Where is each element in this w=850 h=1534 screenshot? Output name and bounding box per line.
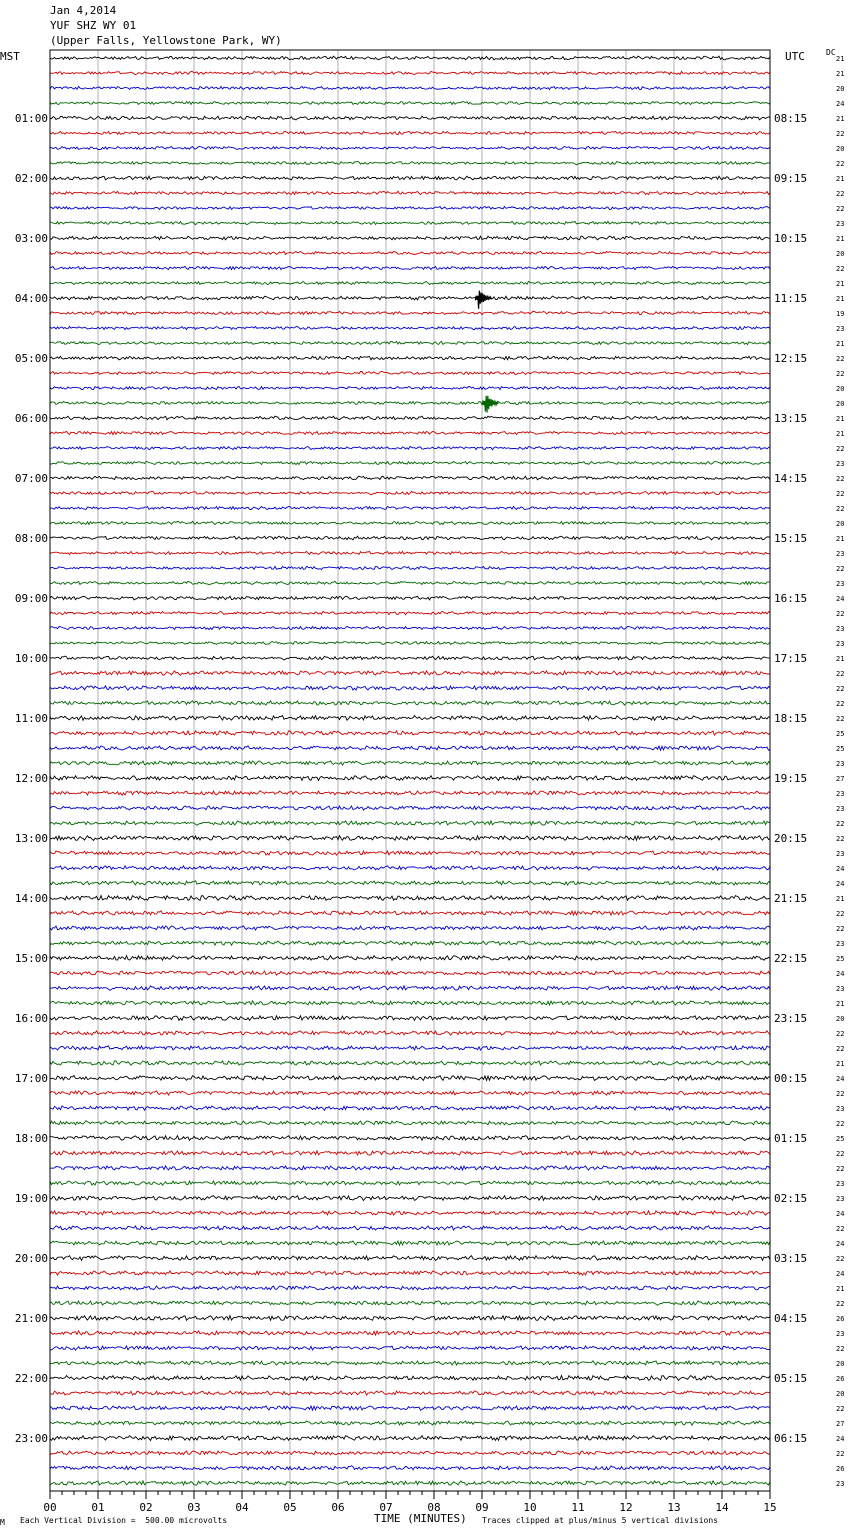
seismic-trace (50, 356, 770, 360)
left-timezone-label: MST (0, 50, 20, 63)
left-hour-label: 07:00 (14, 472, 48, 485)
dc-offset-label: 21 (836, 1000, 845, 1008)
x-tick-label: 13 (667, 1501, 681, 1514)
dc-offset-label: 23 (836, 1330, 845, 1338)
dc-offset-label: 24 (836, 865, 845, 873)
seismic-trace (50, 116, 770, 120)
seismic-trace (50, 1166, 770, 1170)
seismic-trace (50, 266, 770, 269)
event-burst (475, 291, 491, 309)
dc-offset-label: 20 (836, 1015, 845, 1023)
dc-offset-label: 22 (836, 1150, 845, 1158)
seismic-trace (50, 1031, 770, 1035)
seismic-trace (50, 521, 770, 524)
right-timezone-label: UTC (785, 50, 805, 63)
left-hour-label: 18:00 (14, 1132, 48, 1145)
seismic-trace (50, 551, 770, 554)
x-tick-label: 14 (715, 1501, 729, 1514)
dc-offset-label: 24 (836, 1240, 845, 1248)
right-hour-label: 18:15 (774, 712, 808, 725)
right-hour-label: 02:15 (774, 1192, 808, 1205)
dc-offset-label: 24 (836, 970, 845, 978)
seismic-trace (50, 671, 770, 675)
right-hour-label: 16:15 (774, 592, 808, 605)
seismic-trace (50, 1256, 770, 1261)
seismic-trace (50, 611, 770, 614)
dc-offset-label: 23 (836, 985, 845, 993)
date-label: Jan 4,2014 (50, 4, 117, 17)
dc-offset-label: 21 (836, 535, 845, 543)
dc-offset-label: 25 (836, 730, 845, 738)
dc-offset-label: 21 (836, 235, 845, 243)
seismic-trace (50, 686, 770, 690)
dc-offset-label: 23 (836, 220, 845, 228)
left-hour-label: 09:00 (14, 592, 48, 605)
dc-offset-label: 22 (836, 925, 845, 933)
dc-offset-label: 25 (836, 745, 845, 753)
dc-offset-label: 24 (836, 880, 845, 888)
dc-offset-label: 22 (836, 1165, 845, 1173)
seismic-trace (50, 746, 770, 750)
seismic-trace (50, 566, 770, 569)
right-hour-label: 01:15 (774, 1132, 808, 1145)
seismic-trace (50, 1241, 770, 1245)
right-hour-label: 03:15 (774, 1252, 808, 1265)
right-hour-label: 11:15 (774, 292, 808, 305)
dc-offset-label: 26 (836, 1465, 845, 1473)
dc-offset-label: 23 (836, 325, 845, 333)
left-hour-label: 11:00 (14, 712, 48, 725)
seismic-trace (50, 326, 770, 329)
seismic-trace (50, 461, 770, 464)
dc-offset-label: 20 (836, 1390, 845, 1398)
left-hour-label: 19:00 (14, 1192, 48, 1205)
seismic-trace (50, 1226, 770, 1230)
seismic-trace (50, 506, 770, 509)
dc-offset-label: 22 (836, 205, 845, 213)
right-hour-label: 12:15 (774, 352, 808, 365)
seismic-trace (50, 1346, 770, 1350)
right-hour-label: 08:15 (774, 112, 808, 125)
dc-offset-label: 21 (836, 415, 845, 423)
dc-offset-label: 22 (836, 265, 845, 273)
seismic-trace (50, 716, 770, 721)
dc-offset-label: 25 (836, 1135, 845, 1143)
x-tick-label: 01 (91, 1501, 105, 1514)
dc-offset-label: 25 (836, 955, 845, 963)
seismic-trace (50, 836, 770, 841)
seismic-trace (50, 1286, 770, 1290)
seismic-trace (50, 971, 770, 975)
dc-offset-label: 23 (836, 1195, 845, 1203)
seismic-trace (50, 476, 770, 480)
dc-offset-label: 22 (836, 490, 845, 498)
seismic-trace (50, 1436, 770, 1441)
right-hour-label: 20:15 (774, 832, 808, 845)
seismic-trace (50, 941, 770, 945)
seismic-trace (50, 911, 770, 915)
seismic-trace (50, 431, 770, 434)
dc-offset-label: 22 (836, 715, 845, 723)
seismic-trace (50, 371, 770, 374)
left-hour-label: 16:00 (14, 1012, 48, 1025)
dc-offset-label: 20 (836, 145, 845, 153)
seismic-trace (50, 701, 770, 705)
seismic-trace (50, 1481, 770, 1485)
seismic-trace (50, 1046, 770, 1050)
seismic-trace (50, 1361, 770, 1365)
dc-offset-label: 22 (836, 1255, 845, 1263)
dc-offset-label: 24 (836, 1270, 845, 1278)
seismic-trace (50, 491, 770, 494)
dc-offset-label: 20 (836, 385, 845, 393)
seismic-trace (50, 71, 770, 74)
x-tick-label: 12 (619, 1501, 633, 1514)
seismic-trace (50, 986, 770, 990)
location-label: (Upper Falls, Yellowstone Park, WY) (50, 34, 282, 47)
seismic-trace (50, 581, 770, 584)
dc-offset-label: 22 (836, 685, 845, 693)
dc-offset-label: 22 (836, 370, 845, 378)
clip-note: Traces clipped at plus/minus 5 vertical divisions (482, 1516, 719, 1525)
dc-offset-label: 22 (836, 160, 845, 168)
dc-offset-label: 22 (836, 1345, 845, 1353)
x-tick-label: 15 (763, 1501, 777, 1514)
dc-offset-label: 23 (836, 460, 845, 468)
seismic-trace (50, 147, 770, 150)
seismic-trace (50, 926, 770, 930)
dc-offset-label: 22 (836, 445, 845, 453)
dc-offset-label: 21 (836, 895, 845, 903)
left-hour-label: 03:00 (14, 232, 48, 245)
right-hour-label: 14:15 (774, 472, 808, 485)
left-hour-label: 14:00 (14, 892, 48, 905)
left-hour-label: 06:00 (14, 412, 48, 425)
dc-offset-label: 22 (836, 1045, 845, 1053)
seismic-trace (50, 821, 770, 825)
right-hour-label: 04:15 (774, 1312, 808, 1325)
dc-offset-label: 22 (836, 475, 845, 483)
seismic-trace (50, 1121, 770, 1125)
dc-offset-label: 22 (836, 1450, 845, 1458)
left-hour-label: 13:00 (14, 832, 48, 845)
dc-offset-label: 21 (836, 655, 845, 663)
left-hour-label: 17:00 (14, 1072, 48, 1085)
dc-offset-label: 27 (836, 775, 845, 783)
seismic-trace (50, 881, 770, 885)
seismic-trace (50, 1406, 770, 1410)
dc-offset-label: 21 (836, 430, 845, 438)
dc-offset-label: 21 (836, 1285, 845, 1293)
x-axis-title: TIME (MINUTES) (374, 1512, 467, 1525)
dc-offset-label: 23 (836, 790, 845, 798)
seismic-trace (50, 596, 770, 600)
seismic-trace (50, 1016, 770, 1021)
corner-mark: M (0, 1518, 5, 1527)
dc-offset-label: 20 (836, 85, 845, 93)
right-hour-label: 00:15 (774, 1072, 808, 1085)
seismic-trace (50, 311, 770, 314)
seismic-trace (50, 1091, 770, 1095)
dc-offset-label: 23 (836, 805, 845, 813)
seismic-trace (50, 1136, 770, 1141)
seismic-trace (50, 236, 770, 240)
seismic-trace (50, 1451, 770, 1455)
seismic-trace (50, 341, 770, 344)
seismic-trace (50, 956, 770, 961)
dc-offset-label: 23 (836, 1105, 845, 1113)
dc-offset-label: 21 (836, 1060, 845, 1068)
dc-offset-label: 24 (836, 100, 845, 108)
dc-offset-label: 22 (836, 910, 845, 918)
x-tick-label: 03 (187, 1501, 201, 1514)
seismic-trace (50, 1421, 770, 1425)
seismic-trace (50, 642, 770, 645)
seismic-trace (50, 1331, 770, 1335)
seismic-trace (50, 1076, 770, 1081)
seismic-trace (50, 176, 770, 180)
left-hour-label: 15:00 (14, 952, 48, 965)
seismic-trace (50, 791, 770, 795)
right-hour-label: 17:15 (774, 652, 808, 665)
right-hour-label: 21:15 (774, 892, 808, 905)
seismic-trace (50, 1211, 770, 1215)
dc-offset-label: 22 (836, 355, 845, 363)
seismic-trace (50, 1181, 770, 1185)
seismic-trace (50, 296, 770, 300)
dc-offset-label: 21 (836, 70, 845, 78)
dc-offset-label: 22 (836, 1225, 845, 1233)
dc-offset-label: 20 (836, 520, 845, 528)
dc-offset-label: 23 (836, 1180, 845, 1188)
left-hour-label: 05:00 (14, 352, 48, 365)
seismic-trace (50, 1391, 770, 1395)
dc-offset-label: 21 (836, 295, 845, 303)
dc-offset-label: 23 (836, 850, 845, 858)
seismic-trace (50, 626, 770, 629)
seismic-trace (50, 131, 770, 134)
dc-offset-label: 21 (836, 175, 845, 183)
dc-offset-label: 23 (836, 625, 845, 633)
dc-offset-label: 24 (836, 1075, 845, 1083)
left-hour-label: 23:00 (14, 1432, 48, 1445)
dc-offset-label: 22 (836, 820, 845, 828)
seismic-trace (50, 1301, 770, 1305)
seismic-trace (50, 221, 770, 224)
dc-offset-label: 26 (836, 1315, 845, 1323)
seismic-trace (50, 896, 770, 901)
dc-offset-label: 22 (836, 130, 845, 138)
left-hour-label: 08:00 (14, 532, 48, 545)
seismic-trace (50, 281, 770, 284)
dc-offset-label: 22 (836, 1030, 845, 1038)
left-hour-label: 02:00 (14, 172, 48, 185)
seismic-trace (50, 1106, 770, 1110)
seismic-trace (50, 386, 770, 389)
right-hour-label: 15:15 (774, 532, 808, 545)
x-tick-label: 07 (379, 1501, 393, 1514)
seismic-trace (50, 1196, 770, 1201)
dc-offset-label: 26 (836, 1375, 845, 1383)
left-hour-label: 04:00 (14, 292, 48, 305)
seismic-trace (50, 776, 770, 781)
dc-offset-label: 20 (836, 1360, 845, 1368)
x-tick-label: 09 (475, 1501, 489, 1514)
dc-offset-label: 22 (836, 505, 845, 513)
dc-offset-label: 22 (836, 700, 845, 708)
dc-offset-label: 19 (836, 310, 845, 318)
dc-offset-label: 22 (836, 610, 845, 618)
x-tick-label: 11 (571, 1501, 585, 1514)
seismic-trace (50, 731, 770, 735)
dc-offset-label: 22 (836, 1090, 845, 1098)
dc-offset-label: 23 (836, 550, 845, 558)
left-hour-label: 12:00 (14, 772, 48, 785)
x-tick-label: 02 (139, 1501, 153, 1514)
seismic-trace (50, 206, 770, 209)
dc-label: DC (826, 48, 836, 57)
dc-offset-label: 22 (836, 565, 845, 573)
seismic-trace (50, 401, 770, 404)
left-hour-label: 10:00 (14, 652, 48, 665)
dc-offset-label: 24 (836, 1210, 845, 1218)
seismic-trace (50, 1151, 770, 1155)
dc-offset-label: 21 (836, 55, 845, 63)
dc-offset-label: 23 (836, 1480, 845, 1488)
x-tick-label: 05 (283, 1501, 297, 1514)
station-label: YUF SHZ WY 01 (50, 19, 137, 32)
seismic-trace (50, 1376, 770, 1381)
dc-offset-label: 22 (836, 1405, 845, 1413)
right-hour-label: 10:15 (774, 232, 808, 245)
seismic-trace (50, 536, 770, 540)
left-hour-label: 21:00 (14, 1312, 48, 1325)
seismic-trace (50, 56, 770, 60)
dc-offset-label: 21 (836, 340, 845, 348)
dc-offset-label: 23 (836, 640, 845, 648)
dc-offset-label: 22 (836, 835, 845, 843)
dc-offset-label: 22 (836, 1300, 845, 1308)
left-hour-label: 20:00 (14, 1252, 48, 1265)
seismic-trace (50, 1061, 770, 1065)
scale-note: Each Vertical Division = 500.00 microvolts (20, 1516, 228, 1525)
right-hour-label: 06:15 (774, 1432, 808, 1445)
x-tick-label: 04 (235, 1501, 249, 1514)
dc-offset-label: 24 (836, 1435, 845, 1443)
x-tick-label: 08 (427, 1501, 441, 1514)
x-tick-label: 10 (523, 1501, 537, 1514)
right-hour-label: 19:15 (774, 772, 808, 785)
seismic-trace (50, 161, 770, 164)
dc-offset-label: 22 (836, 670, 845, 678)
seismic-trace (50, 446, 770, 449)
dc-offset-label: 22 (836, 190, 845, 198)
right-hour-label: 13:15 (774, 412, 808, 425)
x-tick-label: 00 (43, 1501, 57, 1514)
dc-offset-label: 21 (836, 280, 845, 288)
x-tick-label: 06 (331, 1501, 345, 1514)
seismic-trace (50, 866, 770, 870)
right-hour-label: 22:15 (774, 952, 808, 965)
dc-offset-label: 23 (836, 760, 845, 768)
dc-offset-label: 22 (836, 1120, 845, 1128)
seismic-trace (50, 1271, 770, 1275)
seismic-trace (50, 851, 770, 855)
right-hour-label: 05:15 (774, 1372, 808, 1385)
seismic-trace (50, 102, 770, 105)
dc-offset-label: 23 (836, 940, 845, 948)
seismic-trace (50, 656, 770, 660)
left-hour-label: 01:00 (14, 112, 48, 125)
dc-offset-label: 27 (836, 1420, 845, 1428)
seismic-trace (50, 1001, 770, 1005)
seismic-trace (50, 86, 770, 89)
seismic-trace (50, 1316, 770, 1321)
dc-offset-label: 20 (836, 400, 845, 408)
seismic-trace (50, 761, 770, 765)
right-hour-label: 09:15 (774, 172, 808, 185)
dc-offset-label: 21 (836, 115, 845, 123)
dc-offset-label: 20 (836, 250, 845, 258)
dc-offset-label: 23 (836, 580, 845, 588)
seismic-trace (50, 806, 770, 810)
seismic-trace (50, 191, 770, 194)
seismic-trace (50, 416, 770, 420)
dc-offset-label: 24 (836, 595, 845, 603)
seismic-trace (50, 251, 770, 254)
right-hour-label: 23:15 (774, 1012, 808, 1025)
left-hour-label: 22:00 (14, 1372, 48, 1385)
seismic-trace (50, 1466, 770, 1470)
